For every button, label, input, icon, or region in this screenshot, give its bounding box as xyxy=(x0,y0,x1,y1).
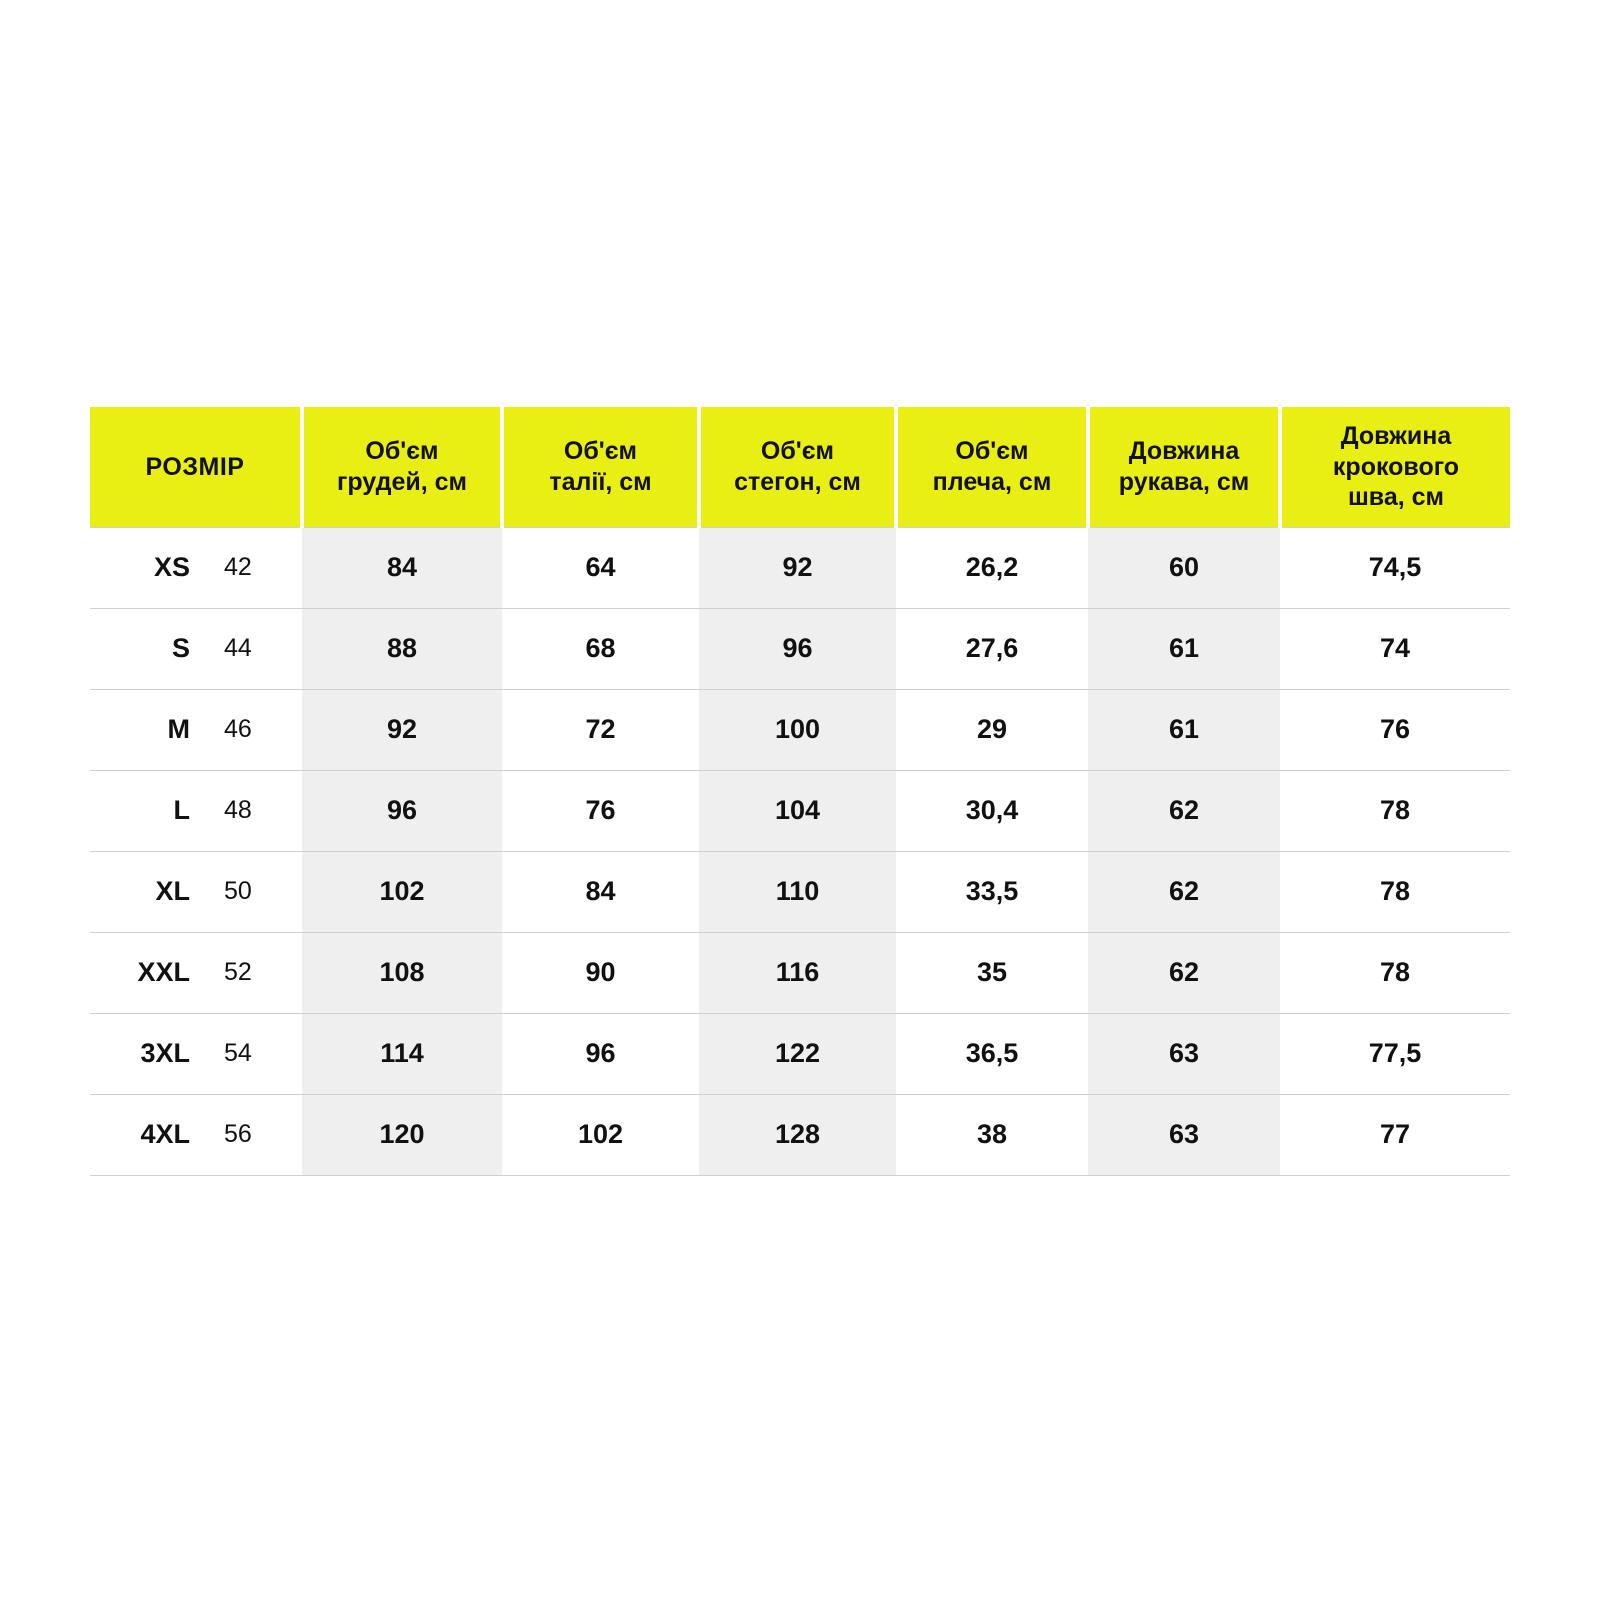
size-table-container xyxy=(90,407,1510,1176)
cell-size xyxy=(90,1013,302,1094)
size-letter: XS xyxy=(153,552,190,582)
size-letter: S xyxy=(171,633,190,663)
cell-chest: 96 xyxy=(302,770,502,851)
column-header-inseam-line2: крокового xyxy=(1332,452,1460,481)
column-header-waist xyxy=(502,407,699,527)
cell-shoulder: 30,4 xyxy=(896,770,1088,851)
column-header-waist-line2: талії, см xyxy=(549,467,652,496)
cell-shoulder: 36,5 xyxy=(896,1013,1088,1094)
cell-size xyxy=(90,932,302,1013)
cell-hip: 104 xyxy=(699,770,896,851)
cell-chest: 102 xyxy=(302,851,502,932)
table-row xyxy=(90,689,1510,770)
size-number: 54 xyxy=(224,1039,252,1067)
cell-chest: 92 xyxy=(302,689,502,770)
column-header-inseam-line1: Довжина xyxy=(1340,422,1452,450)
cell-sleeve: 62 xyxy=(1088,932,1280,1013)
cell-sleeve: 62 xyxy=(1088,770,1280,851)
cell-sleeve: 63 xyxy=(1088,1013,1280,1094)
cell-inseam: 78 xyxy=(1280,770,1510,851)
cell-size xyxy=(90,689,302,770)
header-row xyxy=(90,407,1510,527)
cell-hip: 110 xyxy=(699,851,896,932)
cell-shoulder: 35 xyxy=(896,932,1088,1013)
column-header-inseam-line3: шва, см xyxy=(1347,483,1445,511)
size-number: 46 xyxy=(224,715,252,743)
cell-inseam: 77,5 xyxy=(1280,1013,1510,1094)
cell-inseam: 78 xyxy=(1280,932,1510,1013)
size-letter: 3XL xyxy=(140,1038,190,1068)
table-row xyxy=(90,932,1510,1013)
table-row xyxy=(90,608,1510,689)
size-letter: XXL xyxy=(137,957,190,987)
column-header-hip xyxy=(699,407,896,527)
table-body xyxy=(90,527,1510,1175)
cell-chest: 114 xyxy=(302,1013,502,1094)
cell-shoulder: 26,2 xyxy=(896,527,1088,608)
cell-waist: 96 xyxy=(502,1013,699,1094)
column-header-shoulder-line2: плеча, см xyxy=(932,467,1052,496)
size-letter: L xyxy=(173,795,190,825)
cell-inseam: 77 xyxy=(1280,1094,1510,1175)
column-header-waist-line1: Об'єм xyxy=(563,437,638,466)
column-header-hip-line1: Об'єм xyxy=(760,437,835,466)
cell-inseam: 76 xyxy=(1280,689,1510,770)
cell-size xyxy=(90,770,302,851)
cell-hip: 122 xyxy=(699,1013,896,1094)
cell-size xyxy=(90,851,302,932)
table-row xyxy=(90,851,1510,932)
table-row xyxy=(90,1013,1510,1094)
cell-waist: 84 xyxy=(502,851,699,932)
size-number: 50 xyxy=(224,877,252,905)
column-header-sleeve-line1: Довжина xyxy=(1128,437,1240,466)
size-table xyxy=(90,407,1510,1176)
cell-chest: 84 xyxy=(302,527,502,608)
cell-hip: 116 xyxy=(699,932,896,1013)
table-header xyxy=(90,407,1510,527)
cell-sleeve: 61 xyxy=(1088,689,1280,770)
column-header-chest-line1: Об'єм xyxy=(365,437,439,466)
cell-chest: 108 xyxy=(302,932,502,1013)
size-letter: 4XL xyxy=(140,1119,190,1149)
cell-size xyxy=(90,527,302,608)
cell-hip: 96 xyxy=(699,608,896,689)
table-row xyxy=(90,1094,1510,1175)
cell-waist: 68 xyxy=(502,608,699,689)
cell-hip: 100 xyxy=(699,689,896,770)
column-header-inseam xyxy=(1280,407,1510,527)
cell-shoulder: 27,6 xyxy=(896,608,1088,689)
cell-waist: 102 xyxy=(502,1094,699,1175)
cell-inseam: 74 xyxy=(1280,608,1510,689)
cell-shoulder: 38 xyxy=(896,1094,1088,1175)
size-number: 44 xyxy=(224,634,252,662)
cell-hip: 92 xyxy=(699,527,896,608)
size-number: 56 xyxy=(224,1120,252,1148)
cell-waist: 72 xyxy=(502,689,699,770)
cell-waist: 90 xyxy=(502,932,699,1013)
column-header-chest-line2: грудей, см xyxy=(336,467,468,496)
cell-size xyxy=(90,608,302,689)
size-letter: XL xyxy=(155,876,190,906)
cell-waist: 76 xyxy=(502,770,699,851)
column-header-shoulder xyxy=(896,407,1088,527)
cell-sleeve: 63 xyxy=(1088,1094,1280,1175)
cell-inseam: 78 xyxy=(1280,851,1510,932)
cell-inseam: 74,5 xyxy=(1280,527,1510,608)
size-number: 52 xyxy=(224,958,252,986)
column-header-chest xyxy=(302,407,502,527)
column-header-hip-line2: стегон, см xyxy=(734,467,861,496)
cell-hip: 128 xyxy=(699,1094,896,1175)
cell-shoulder: 29 xyxy=(896,689,1088,770)
cell-chest: 120 xyxy=(302,1094,502,1175)
size-number: 48 xyxy=(224,796,252,824)
cell-chest: 88 xyxy=(302,608,502,689)
column-header-size: РОЗМІР xyxy=(90,407,302,527)
size-letter: M xyxy=(167,714,190,744)
table-row xyxy=(90,527,1510,608)
cell-sleeve: 60 xyxy=(1088,527,1280,608)
column-header-sleeve xyxy=(1088,407,1280,527)
cell-sleeve: 61 xyxy=(1088,608,1280,689)
cell-waist: 64 xyxy=(502,527,699,608)
size-number: 42 xyxy=(224,553,252,581)
table-row xyxy=(90,770,1510,851)
cell-shoulder: 33,5 xyxy=(896,851,1088,932)
cell-sleeve: 62 xyxy=(1088,851,1280,932)
cell-size xyxy=(90,1094,302,1175)
column-header-shoulder-line1: Об'єм xyxy=(955,437,1029,466)
column-header-sleeve-line2: рукава, см xyxy=(1118,467,1250,496)
